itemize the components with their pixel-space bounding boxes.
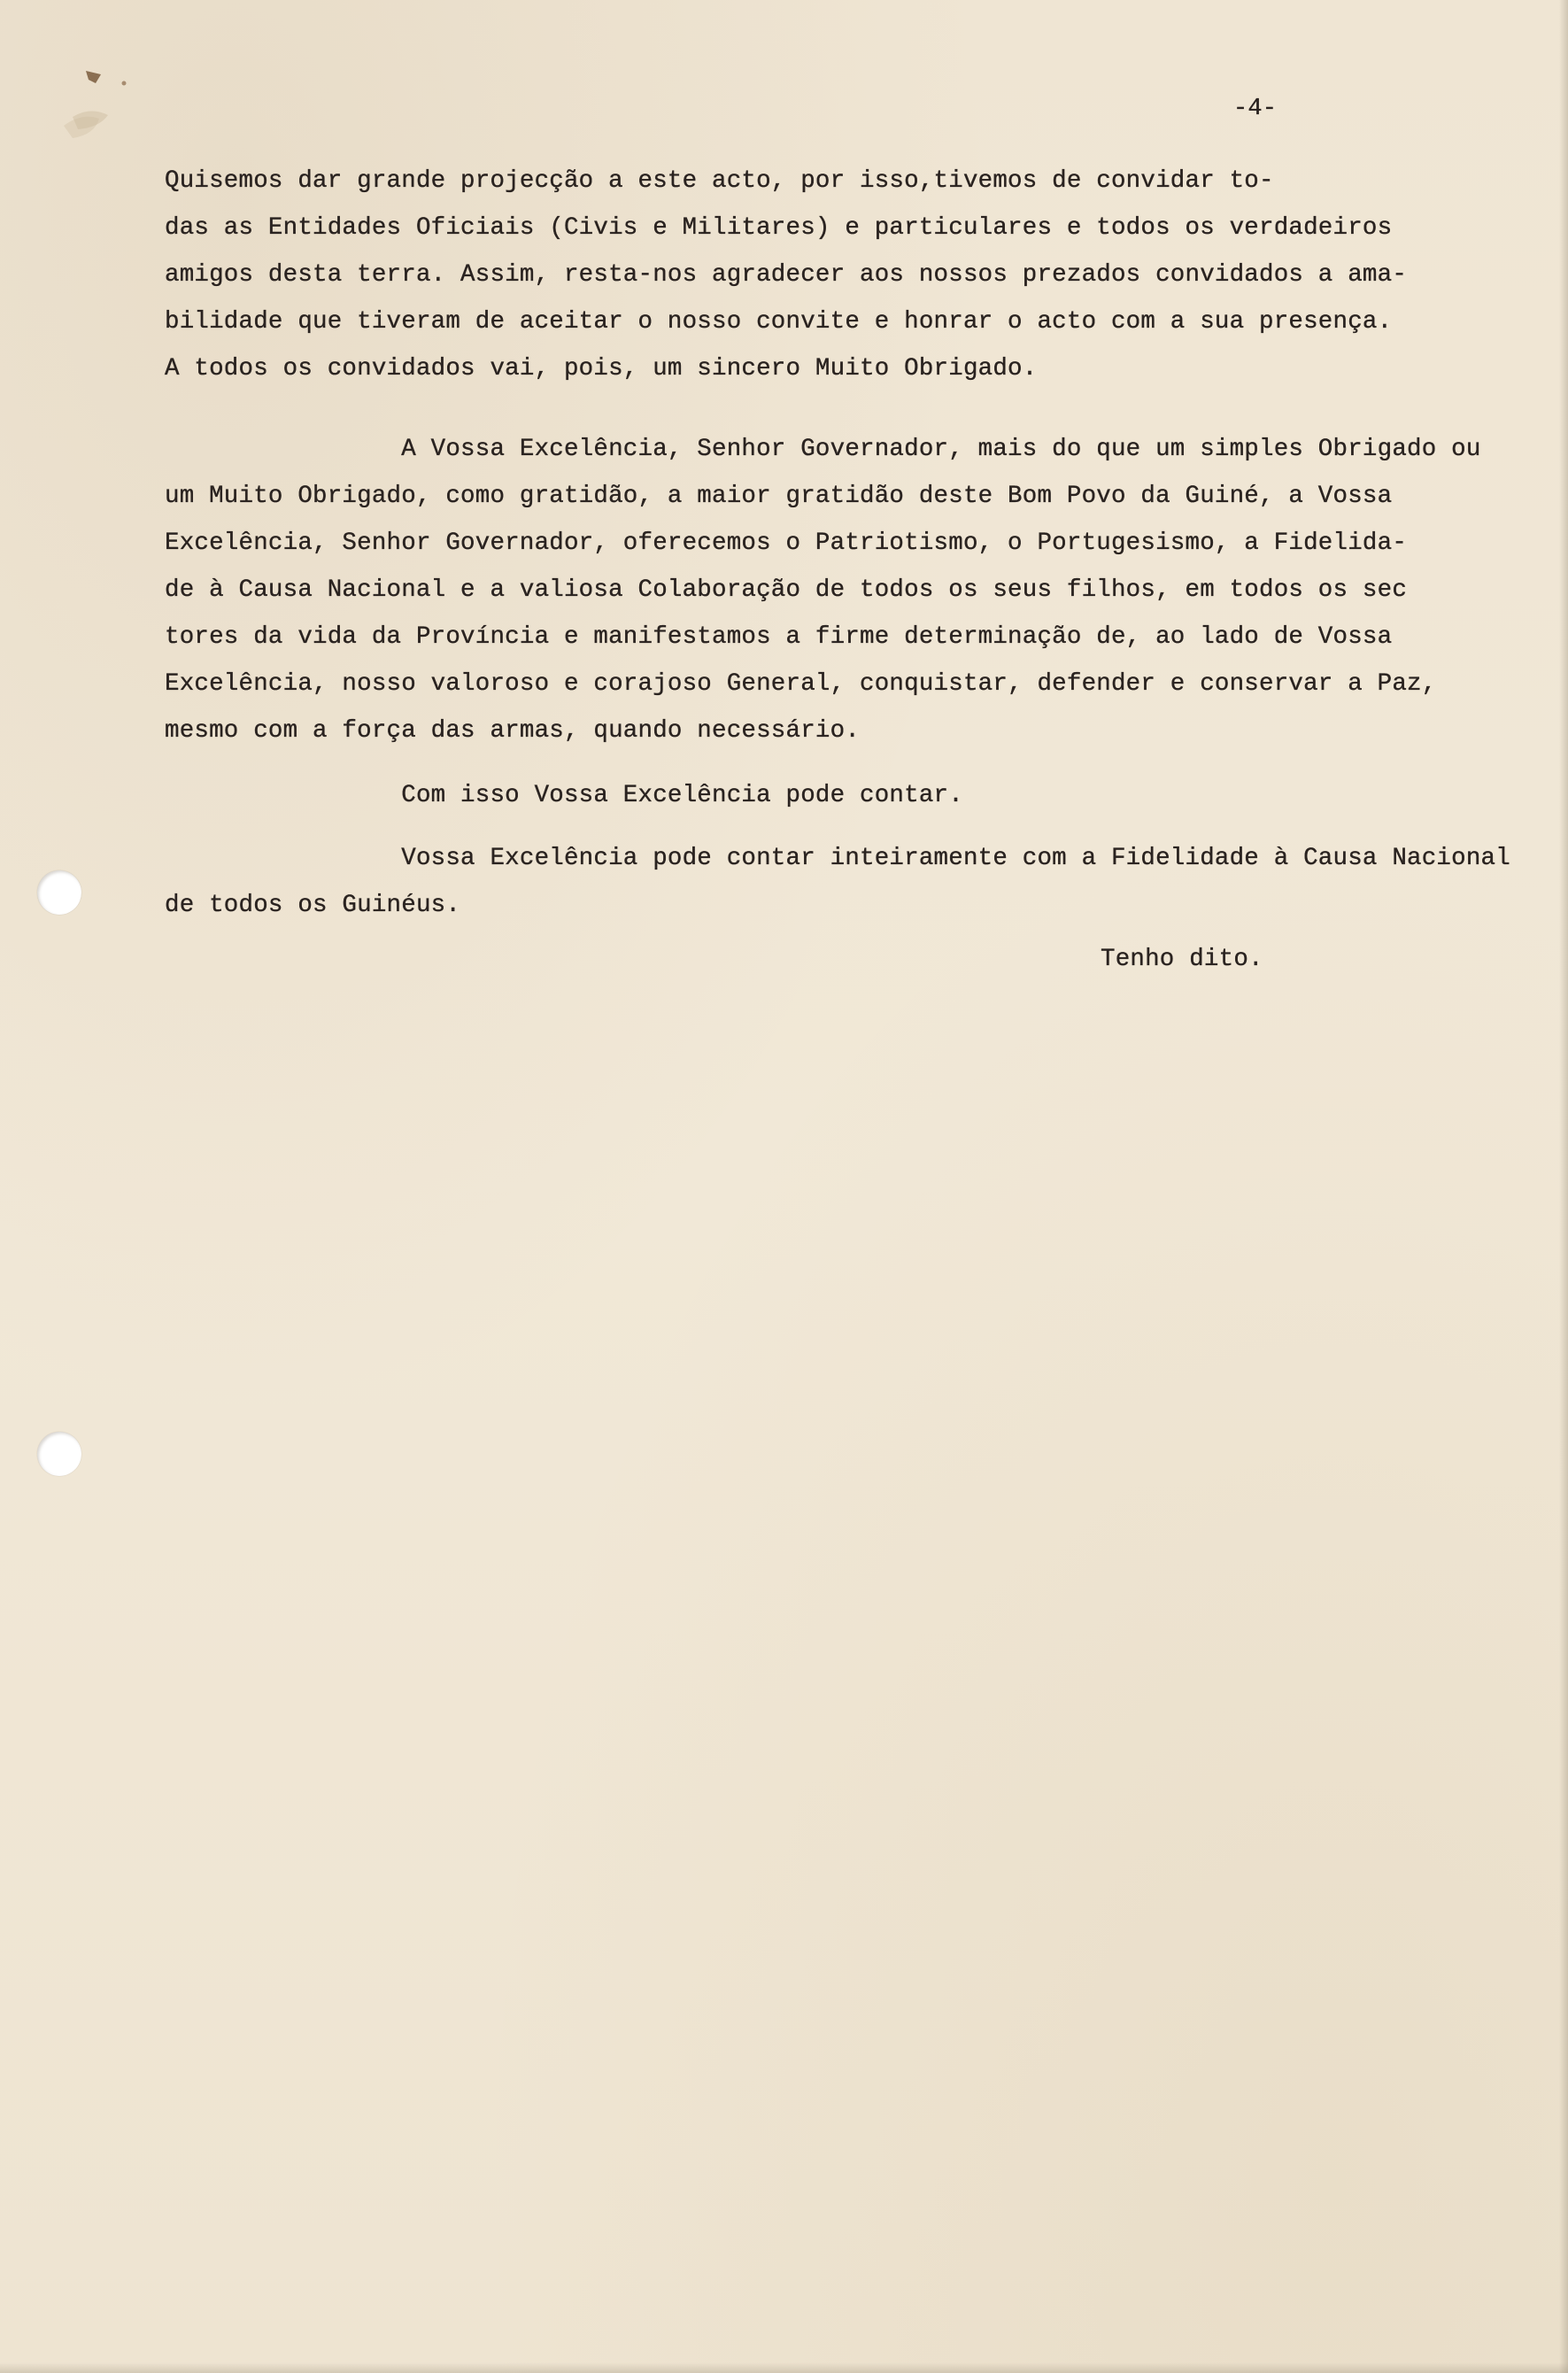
paragraph-4 [165, 835, 1510, 929]
text-line: Vossa Excelência pode contar inteiramente com a Fidelidade à Causa Nacional [165, 845, 1510, 872]
text-line: mesmo com a força das armas, quando necessário. [165, 717, 861, 745]
text-line: das as Entidades Oficiais (Civis e Militares) e particulares e todos os verdadeiros [165, 214, 1393, 242]
text-line: amigos desta terra. Assim, resta-nos agradecer aos nossos prezados convidados a ama- [165, 261, 1408, 289]
text-line: Excelência, nosso valoroso e corajoso General, conquistar, defender e conservar a Paz, [165, 670, 1437, 698]
page-number: -4- [1233, 96, 1278, 122]
closing-remark: Tenho dito. [1101, 946, 1263, 973]
text-line: um Muito Obrigado, como gratidão, a maior gratidão deste Bom Povo da Guiné, a Vossa [165, 483, 1393, 510]
text-line: A Vossa Excelência, Senhor Governador, mais do que um simples Obrigado ou [165, 436, 1481, 463]
text-line: de à Causa Nacional e a valiosa Colaboração de todos os seus filhos, em todos os sec [165, 576, 1408, 604]
punch-hole-lower [37, 1432, 81, 1476]
paper-edge-bottom [0, 2362, 1568, 2373]
text-line: de todos os Guinéus. [165, 892, 461, 919]
text-line: bilidade que tiveram de aceitar o nosso convite e honrar o acto com a sua presença. [165, 308, 1393, 336]
paragraph-2 [165, 426, 1481, 754]
punch-hole-upper [37, 870, 81, 915]
text-line: Quisemos dar grande projecção a este acto, por isso,tivemos de convidar to- [165, 167, 1274, 195]
paragraph-1 [165, 158, 1440, 392]
text-line: tores da vida da Província e manifestamos a firme determinação de, ao lado de Vossa [165, 623, 1393, 651]
paragraph-3 [165, 772, 1440, 819]
text-line: A todos os convidados vai, pois, um sincero Muito Obrigado. [165, 355, 1038, 383]
corner-stain-icon [55, 64, 143, 143]
text-line: Com isso Vossa Excelência pode contar. [165, 782, 963, 809]
text-line: Excelência, Senhor Governador, oferecemos o Patriotismo, o Portugesismo, a Fidelida- [165, 529, 1408, 557]
paper-edge-right [1559, 0, 1568, 2373]
